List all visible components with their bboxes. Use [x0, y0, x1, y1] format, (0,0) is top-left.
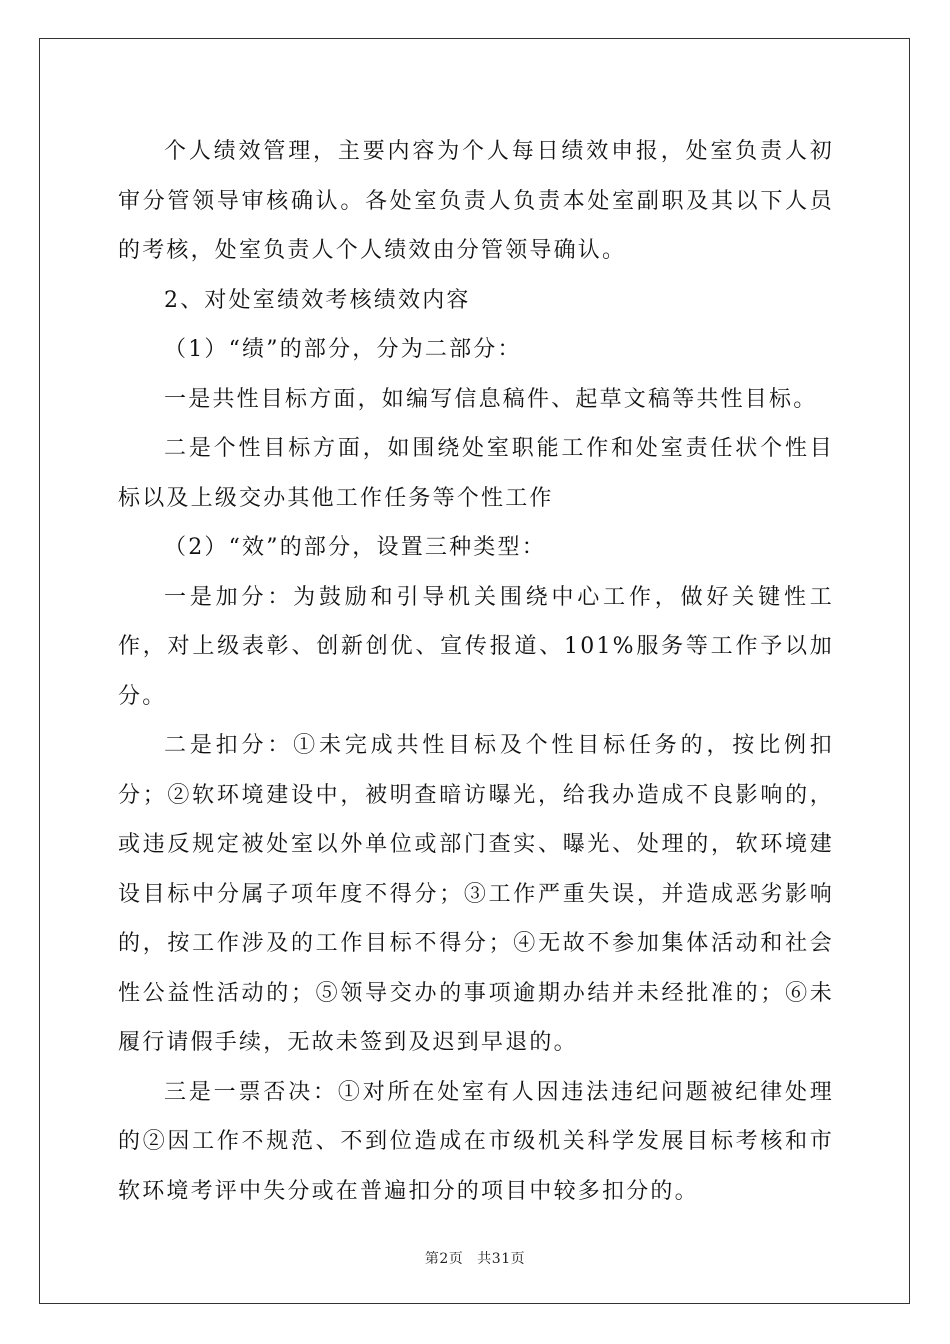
- paragraph: 二是扣分：①未完成共性目标及个性目标任务的，按比例扣分；②软环境建设中，被明查暗访曝光，给我办造成不良影响的，或违反规定被处室以外单位或部门查实、曝光、处理的，软环境建设目标中分属子项年度不得分；③工作严重失误，并造成恶劣影响的，按工作涉及的工作目标不得分；④无故不参加集体活动和社会性公益性活动的；⑤领导交办的事项逾期办结并未经批准的；⑥未履行请假手续，无故未签到及迟到早退的。: [118, 733, 834, 1055]
- document-body: [118, 127, 834, 1216]
- paragraph: 个人绩效管理，主要内容为个人每日绩效申报，处室负责人初审分管领导审核确认。各处室负责人负责本处室副职及其以下人员的考核，处室负责人个人绩效由分管领导确认。: [118, 139, 834, 263]
- subsection-heading: （1）“绩”的部分，分为二部分：: [164, 337, 522, 362]
- page-footer: [0, 1248, 950, 1268]
- total-pages: 共31页: [477, 1251, 526, 1267]
- page-number: 第2页: [424, 1251, 464, 1267]
- paragraph: 一是加分：为鼓励和引导机关围绕中心工作，做好关键性工作，对上级表彰、创新创优、宣传报道、101%服务等工作予以加分。: [118, 584, 834, 709]
- paragraph: 三是一票否决：①对所在处室有人因违法违纪问题被纪律处理的②因工作不规范、不到位造成在市级机关科学发展目标考核和市软环境考评中失分或在普遍扣分的项目中较多扣分的。: [118, 1079, 834, 1204]
- paragraph: 二是个性目标方面，如围绕处室职能工作和处室责任状个性目标以及上级交办其他工作任务等个性工作: [118, 436, 834, 511]
- subsection-heading: （2）“效”的部分，设置三种类型：: [164, 535, 546, 560]
- section-heading: 2、对处室绩效考核绩效内容: [164, 287, 471, 313]
- paragraph: 一是共性目标方面，如编写信息稿件、起草文稿等共性目标。: [164, 386, 818, 412]
